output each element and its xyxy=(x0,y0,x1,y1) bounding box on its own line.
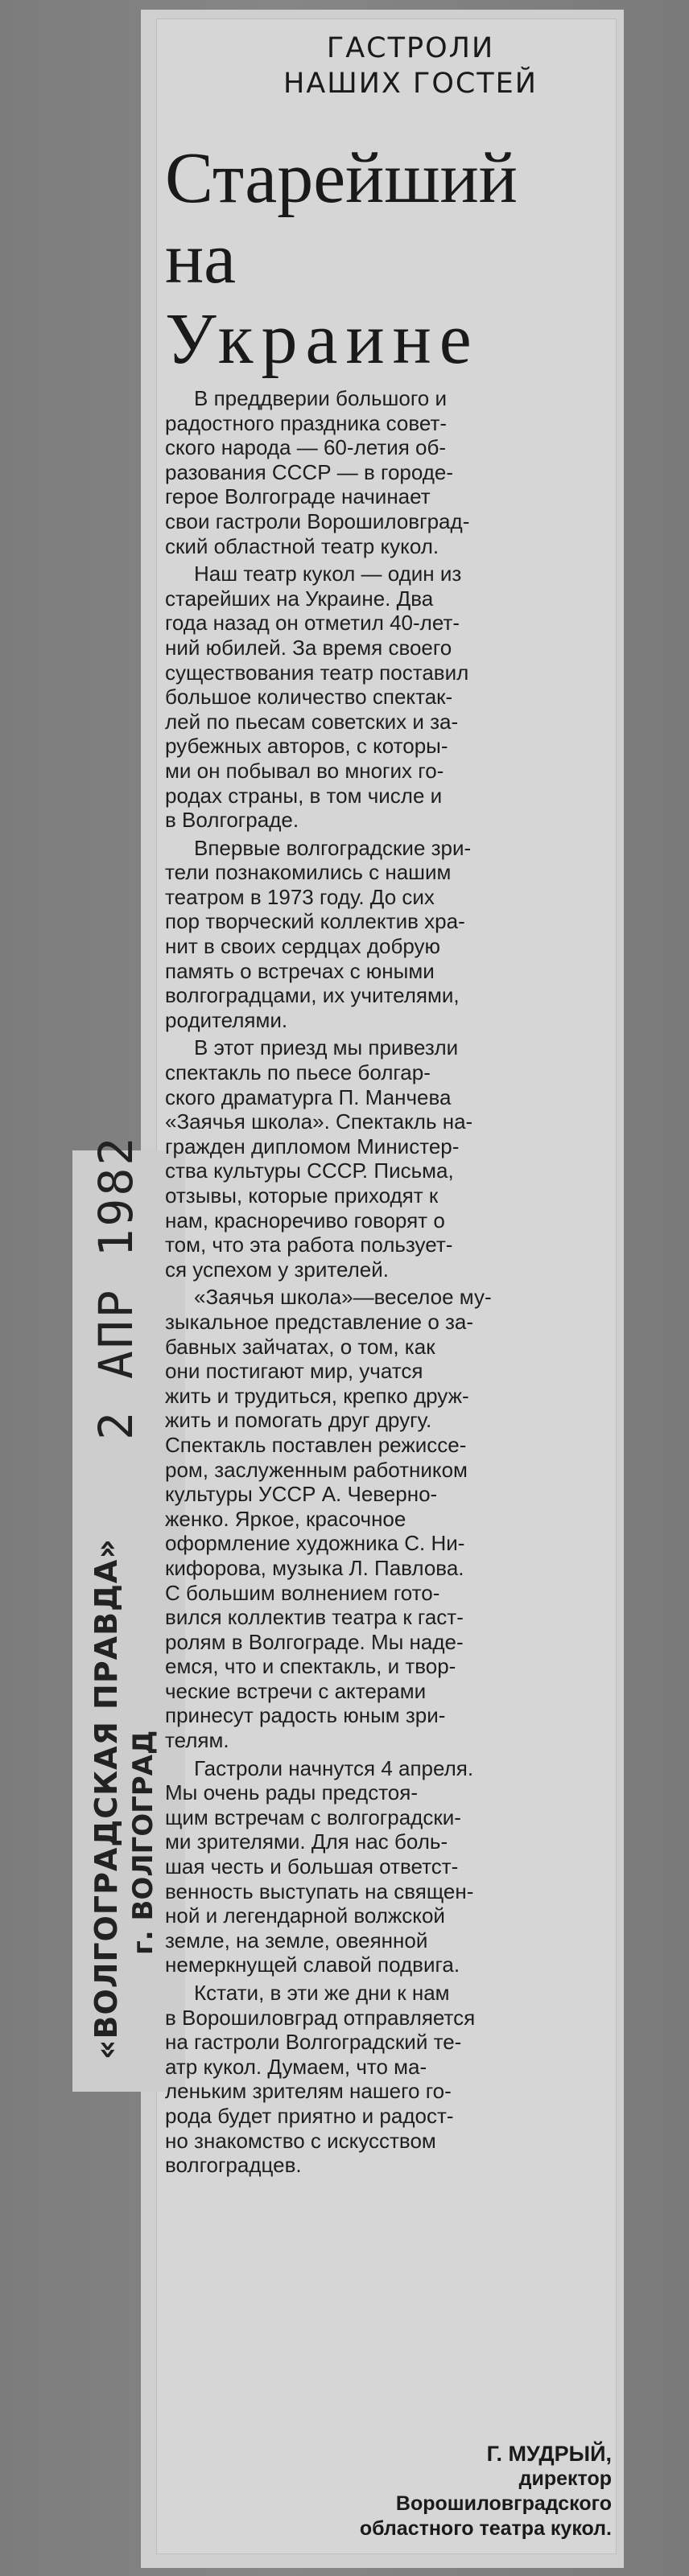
article-line: бавных зайчатах, о том, как xyxy=(165,1334,435,1359)
article-paragraph xyxy=(165,1756,620,1977)
article-paragraph xyxy=(165,1981,620,2178)
article-line: в Ворошиловград отправляется xyxy=(165,2005,476,2030)
article-line: леньким зрителям нашего го- xyxy=(165,2079,452,2104)
article-line: атр кукол. Думаем, что ма- xyxy=(165,2054,427,2079)
article-line: спектакль по пьесе болгар- xyxy=(165,1060,431,1085)
article-line: В этот приезд мы привезли xyxy=(194,1035,459,1060)
author-name: Г. МУДРЫЙ, xyxy=(486,2442,612,2466)
article-body xyxy=(165,386,620,2181)
article-line: ства культуры СССР. Письма, xyxy=(165,1158,454,1183)
stamp-date: 2 АПР 1982 xyxy=(89,1134,143,1440)
article-line: рода будет приятно и радост- xyxy=(165,2103,454,2128)
article-line: отзывы, которые приходят к xyxy=(165,1183,439,1208)
stamp-newspaper-name: «ВОЛГОГРАДСКАЯ ПРАВДА» xyxy=(89,1538,124,2060)
headline-line-1: Старейший xyxy=(165,138,518,218)
article-line: «Заячья школа». Спектакль на- xyxy=(165,1109,473,1134)
article-line: шая честь и большая ответст- xyxy=(165,1854,459,1879)
rubric xyxy=(241,31,580,101)
article-line: немеркнущей славой подвига. xyxy=(165,1953,460,1977)
article-paragraph xyxy=(165,836,620,1033)
article-line: ский областной театр кукол. xyxy=(165,533,439,558)
article-line: жить и помогать друг другу. xyxy=(165,1408,432,1433)
article-line: С большим волнением гото- xyxy=(165,1580,440,1605)
article-line: разования СССР — в городе- xyxy=(165,459,454,484)
article-line: ческие встречи с актерами xyxy=(165,1678,427,1703)
article-line: ний юбилей. За время своего xyxy=(165,635,452,660)
article-line: старейших на Украине. Два xyxy=(165,586,434,611)
article-line: большое количество спектак- xyxy=(165,685,453,710)
article-line: Мы очень рады предстоя- xyxy=(165,1780,419,1805)
article-line: ского драматурга П. Манчева xyxy=(165,1084,452,1109)
article-line: том, что эта работа пользует- xyxy=(165,1232,453,1257)
article-line: пор творческий коллектив хра- xyxy=(165,909,465,934)
article-line: нам, красноречиво говорят о xyxy=(165,1208,445,1232)
article-line: телям. xyxy=(165,1728,229,1753)
article-line: вился коллектив театра к гаст- xyxy=(165,1605,464,1630)
article-line: театром в 1973 году. До сих xyxy=(165,884,435,909)
article-line: Впервые волгоградские зри- xyxy=(194,835,472,860)
article-line: года назад он отметил 40-лет- xyxy=(165,611,460,636)
article-line: гражден дипломом Министер- xyxy=(165,1134,460,1158)
article-line: Наш театр кукол — один из xyxy=(194,562,462,586)
article-line: земле, на земле, овеянной xyxy=(165,1928,428,1953)
article-line: родах страны, в том числе и xyxy=(165,783,443,808)
article-line: ром, заслуженным работником xyxy=(165,1457,468,1482)
article-line: лей по пьесам советских и за- xyxy=(165,709,459,734)
author-org-line-1: Ворошиловградского xyxy=(395,2492,612,2515)
article-line: они постигают мир, учатся xyxy=(165,1359,423,1384)
article-line: ского народа — 60-летия об- xyxy=(165,435,447,460)
headline xyxy=(165,138,584,380)
article-line: но знакомство с искусством xyxy=(165,2128,436,2153)
stamp-city: г. ВОЛГОГРАД xyxy=(127,1730,159,1955)
article-line: память о встречах с юными xyxy=(165,958,435,983)
article-line: ной и легендарной волжской xyxy=(165,1903,445,1928)
article-line: тели познакомились с нашим xyxy=(165,860,452,885)
article-line: радостного праздника совет- xyxy=(165,410,448,435)
article-paragraph xyxy=(165,562,620,833)
article-line: Кстати, в эти же дни к нам xyxy=(194,1981,450,2005)
author-org-line-2: областного театра кукол. xyxy=(359,2517,612,2540)
article-line: зыкальное представление о за- xyxy=(165,1309,474,1334)
article-line: ся успехом у зрителей. xyxy=(165,1257,389,1282)
article-line: рубежных авторов, с которы- xyxy=(165,734,448,759)
article-line: ролям в Волгограде. Мы наде- xyxy=(165,1629,464,1654)
article-paragraph xyxy=(165,386,620,558)
article-line: женко. Яркое, красочное xyxy=(165,1506,406,1531)
article-line: принесут радость юным зри- xyxy=(165,1703,446,1728)
signature xyxy=(290,2442,612,2541)
article-line: Гастроли начнутся 4 апреля. xyxy=(194,1755,474,1780)
article-line: оформление художника С. Ни- xyxy=(165,1531,465,1556)
article-line: Спектакль поставлен режиссе- xyxy=(165,1432,467,1457)
headline-line-3: Украине xyxy=(165,299,480,379)
article-line: культуры УССР А. Чеверно- xyxy=(165,1482,438,1507)
article-line: жить и трудиться, крепко друж- xyxy=(165,1383,469,1408)
article-line: на гастроли Волгоградский те- xyxy=(165,2030,462,2055)
article-line: волгоградцев. xyxy=(165,2153,302,2178)
article-line: волгоградцами, их учителями, xyxy=(165,983,460,1008)
article-line: родителями. xyxy=(165,1007,288,1032)
article-line: в Волгограде. xyxy=(165,808,299,833)
article-line: свои гастроли Ворошиловград- xyxy=(165,508,470,533)
article-line: В преддверии большого и xyxy=(194,386,447,410)
article-line: нит в своих сердцах добрую xyxy=(165,934,441,959)
article-line: герое Волгограде начинает xyxy=(165,484,431,509)
article-paragraph xyxy=(165,1285,620,1752)
article-line: щим встречам с волгоградски- xyxy=(165,1804,461,1829)
author-title: директор xyxy=(518,2467,612,2490)
headline-line-2: на xyxy=(165,219,237,298)
rubric-line-2: НАШИХ ГОСТЕЙ xyxy=(283,68,538,100)
article-line: ми он побывал во многих го- xyxy=(165,758,444,783)
rubric-line-1: ГАСТРОЛИ xyxy=(326,32,495,64)
article-line: емся, что и спектакль, и твор- xyxy=(165,1654,456,1679)
article-paragraph xyxy=(165,1035,620,1282)
article-line: кифорова, музыка Л. Павлова. xyxy=(165,1555,464,1580)
article-line: ми зрителями. Для нас боль- xyxy=(165,1829,448,1854)
article-line: «Заячья школа»—веселое му- xyxy=(194,1285,492,1310)
article-line: венность выступать на священ- xyxy=(165,1879,474,1903)
article-line: существования театр поставил xyxy=(165,660,469,685)
